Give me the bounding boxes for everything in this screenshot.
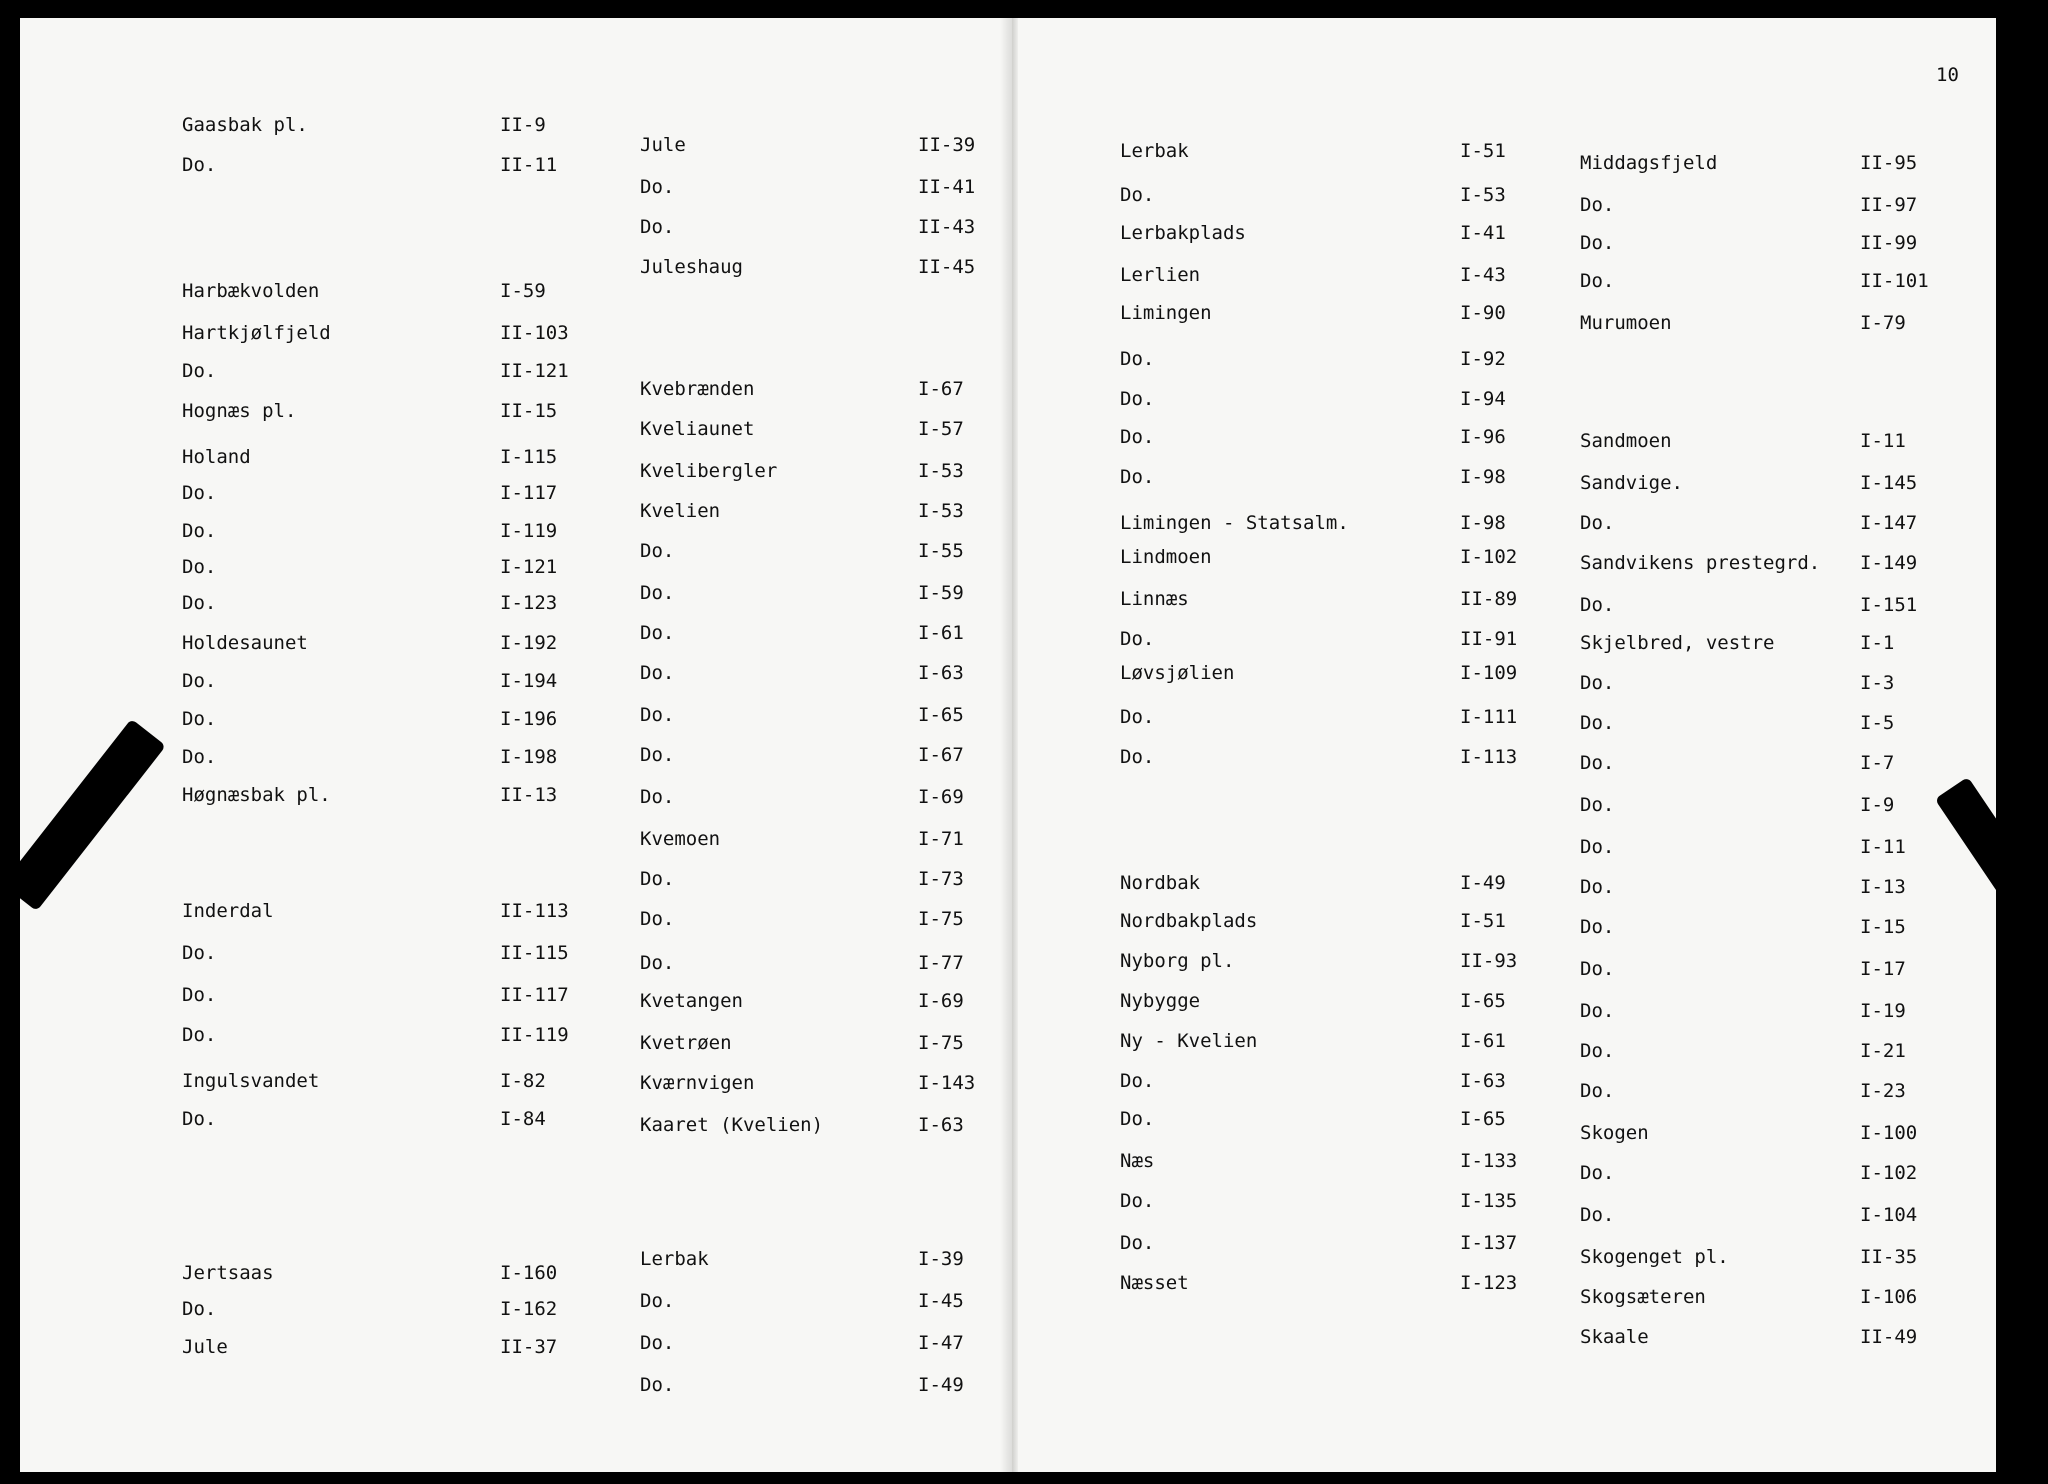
index-entry-name: Skogsæteren: [1580, 1286, 1706, 1308]
index-entry-ref: I-9: [1860, 794, 1895, 816]
index-entry-name: Sandvige.: [1580, 472, 1683, 494]
index-entry-name: Do.: [182, 708, 217, 730]
index-entry-name: Do.: [1120, 1232, 1155, 1254]
index-entry-ref: II-101: [1860, 270, 1929, 292]
index-entry-name: Do.: [640, 662, 675, 684]
index-entry-ref: I-65: [918, 704, 964, 726]
index-entry-name: Do.: [1580, 1080, 1615, 1102]
index-entry-name: Hartkjølfjeld: [182, 322, 331, 344]
index-entry-ref: I-198: [500, 746, 558, 768]
index-entry-ref: I-63: [918, 1114, 964, 1136]
index-entry-ref: I-109: [1460, 662, 1518, 684]
index-entry-name: Do.: [1580, 1040, 1615, 1062]
index-entry-ref: I-196: [500, 708, 558, 730]
index-entry-ref: I-82: [500, 1070, 546, 1092]
index-entry-ref: II-89: [1460, 588, 1518, 610]
index-entry-name: Hognæs pl.: [182, 400, 297, 422]
index-entry-ref: I-5: [1860, 712, 1895, 734]
index-entry-name: Do.: [640, 1290, 675, 1312]
index-entry-ref: I-7: [1860, 752, 1895, 774]
index-entry-ref: I-65: [1460, 990, 1506, 1012]
index-entry-ref: I-147: [1860, 512, 1918, 534]
index-entry-ref: I-49: [918, 1374, 964, 1396]
index-entry-ref: I-11: [1860, 430, 1906, 452]
index-entry-ref: I-11: [1860, 836, 1906, 858]
index-entry-ref: I-79: [1860, 312, 1906, 334]
index-entry-name: Linnæs: [1120, 588, 1189, 610]
index-entry-ref: I-63: [1460, 1070, 1506, 1092]
index-entry-name: Do.: [1580, 958, 1615, 980]
index-entry-name: Do.: [640, 176, 675, 198]
index-entry-ref: I-67: [918, 378, 964, 400]
index-entry-name: Lerbak: [1120, 140, 1189, 162]
index-entry-ref: I-55: [918, 540, 964, 562]
index-entry-name: Do.: [1120, 706, 1155, 728]
index-entry-ref: I-15: [1860, 916, 1906, 938]
index-entry-name: Limingen - Statsalm.: [1120, 512, 1349, 534]
index-entry-ref: I-84: [500, 1108, 546, 1130]
index-entry-ref: I-92: [1460, 348, 1506, 370]
index-entry-name: Do.: [1580, 916, 1615, 938]
index-entry-ref: I-67: [918, 744, 964, 766]
index-entry-name: Do.: [1120, 1108, 1155, 1130]
index-entry-name: Do.: [182, 746, 217, 768]
index-entry-name: Do.: [1580, 512, 1615, 534]
index-entry-ref: II-9: [500, 114, 546, 136]
index-entry-ref: I-94: [1460, 388, 1506, 410]
index-entry-name: Do.: [1580, 712, 1615, 734]
index-entry-name: Do.: [1580, 232, 1615, 254]
index-entry-name: Do.: [640, 540, 675, 562]
index-entry-name: Do.: [182, 984, 217, 1006]
index-entry-ref: I-13: [1860, 876, 1906, 898]
index-entry-ref: I-77: [918, 952, 964, 974]
index-entry-name: Do.: [182, 1298, 217, 1320]
index-entry-ref: I-49: [1460, 872, 1506, 894]
index-entry-ref: I-133: [1460, 1150, 1518, 1172]
index-entry-name: Inderdal: [182, 900, 274, 922]
index-entry-ref: I-162: [500, 1298, 558, 1320]
index-entry-name: Kværnvigen: [640, 1072, 755, 1094]
index-entry-name: Do.: [640, 952, 675, 974]
index-entry-name: Do.: [640, 704, 675, 726]
index-entry-name: Ingulsvandet: [182, 1070, 320, 1092]
index-entry-ref: I-19: [1860, 1000, 1906, 1022]
index-entry-name: Kaaret (Kvelien): [640, 1114, 824, 1136]
index-entry-ref: II-13: [500, 784, 558, 806]
index-entry-name: Harbækvolden: [182, 280, 320, 302]
index-entry-ref: I-106: [1860, 1286, 1918, 1308]
index-entry-ref: I-160: [500, 1262, 558, 1284]
index-entry-name: Do.: [182, 154, 217, 176]
index-entry-name: Lerbakplads: [1120, 222, 1246, 244]
index-entry-ref: I-149: [1860, 552, 1918, 574]
index-entry-name: Do.: [640, 786, 675, 808]
index-entry-name: Do.: [1120, 1190, 1155, 1212]
index-entry-name: Kvemoen: [640, 828, 721, 850]
index-entry-name: Ny - Kvelien: [1120, 1030, 1258, 1052]
index-entry-ref: I-61: [918, 622, 964, 644]
index-entry-name: Do.: [1120, 184, 1155, 206]
index-entry-ref: I-69: [918, 786, 964, 808]
index-entry-name: Nordbakplads: [1120, 910, 1258, 932]
index-entry-ref: I-51: [1460, 910, 1506, 932]
index-entry-name: Jertsaas: [182, 1262, 274, 1284]
index-entry-name: Do.: [182, 670, 217, 692]
index-entry-name: Kveliaunet: [640, 418, 755, 440]
index-entry-name: Nybygge: [1120, 990, 1201, 1012]
index-entry-ref: I-100: [1860, 1122, 1918, 1144]
index-entry-ref: I-59: [918, 582, 964, 604]
index-entry-ref: I-71: [918, 828, 964, 850]
index-entry-ref: I-47: [918, 1332, 964, 1354]
index-entry-name: Do.: [640, 1374, 675, 1396]
index-entry-name: Lerlien: [1120, 264, 1201, 286]
index-entry-name: Middagsfjeld: [1580, 152, 1718, 174]
index-entry-name: Do.: [1120, 628, 1155, 650]
index-entry-name: Jule: [640, 134, 686, 156]
index-entry-name: Do.: [640, 868, 675, 890]
index-entry-ref: I-123: [500, 592, 558, 614]
index-entry-ref: I-115: [500, 446, 558, 468]
index-entry-name: Do.: [182, 360, 217, 382]
index-entry-name: Holand: [182, 446, 251, 468]
index-entry-ref: I-39: [918, 1248, 964, 1270]
index-entry-name: Do.: [182, 482, 217, 504]
index-entry-ref: I-1: [1860, 632, 1895, 654]
index-entry-ref: II-91: [1460, 628, 1518, 650]
index-entry-ref: I-43: [1460, 264, 1506, 286]
index-entry-ref: I-75: [918, 908, 964, 930]
index-entry-ref: I-21: [1860, 1040, 1906, 1062]
index-entry-ref: I-104: [1860, 1204, 1918, 1226]
index-entry-ref: I-113: [1460, 746, 1518, 768]
index-entry-name: Do.: [640, 216, 675, 238]
index-entry-name: Do.: [1120, 426, 1155, 448]
index-entry-ref: II-119: [500, 1024, 569, 1046]
index-entry-ref: I-145: [1860, 472, 1918, 494]
right-page: [1018, 18, 1996, 1472]
index-entry-ref: I-98: [1460, 512, 1506, 534]
index-entry-name: Kvetangen: [640, 990, 743, 1012]
index-entry-ref: II-113: [500, 900, 569, 922]
index-entry-ref: I-121: [500, 556, 558, 578]
index-entry-ref: II-41: [918, 176, 976, 198]
index-entry-ref: I-61: [1460, 1030, 1506, 1052]
index-entry-name: Do.: [1120, 466, 1155, 488]
index-entry-name: Skaale: [1580, 1326, 1649, 1348]
index-entry-name: Do.: [1580, 1000, 1615, 1022]
index-entry-ref: II-103: [500, 322, 569, 344]
index-entry-name: Skogen: [1580, 1122, 1649, 1144]
index-entry-name: Do.: [640, 908, 675, 930]
index-entry-name: Lindmoen: [1120, 546, 1212, 568]
index-entry-name: Gaasbak pl.: [182, 114, 308, 136]
index-entry-name: Do.: [1580, 876, 1615, 898]
index-entry-name: Sandvikens prestegrd.: [1580, 552, 1821, 574]
index-entry-name: Do.: [182, 556, 217, 578]
left-page: [20, 18, 1014, 1472]
index-entry-name: Høgnæsbak pl.: [182, 784, 331, 806]
index-entry-name: Nordbak: [1120, 872, 1201, 894]
index-entry-ref: I-96: [1460, 426, 1506, 448]
index-entry-ref: I-59: [500, 280, 546, 302]
index-entry-ref: II-39: [918, 134, 976, 156]
index-entry-name: Do.: [182, 1108, 217, 1130]
index-entry-ref: I-143: [918, 1072, 976, 1094]
index-entry-name: Do.: [1580, 836, 1615, 858]
page-number: 10: [1936, 64, 1959, 86]
index-entry-ref: I-119: [500, 520, 558, 542]
index-entry-name: Holdesaunet: [182, 632, 308, 654]
index-entry-name: Do.: [640, 622, 675, 644]
index-entry-ref: I-137: [1460, 1232, 1518, 1254]
index-entry-name: Nyborg pl.: [1120, 950, 1235, 972]
index-entry-ref: I-53: [918, 500, 964, 522]
index-entry-ref: I-51: [1460, 140, 1506, 162]
index-entry-ref: II-45: [918, 256, 976, 278]
index-entry-ref: II-121: [500, 360, 569, 382]
index-entry-name: Do.: [1580, 270, 1615, 292]
index-entry-ref: I-53: [1460, 184, 1506, 206]
index-entry-name: Do.: [182, 1024, 217, 1046]
index-entry-name: Do.: [1580, 794, 1615, 816]
index-entry-ref: II-49: [1860, 1326, 1918, 1348]
index-entry-ref: I-111: [1460, 706, 1518, 728]
index-entry-name: Juleshaug: [640, 256, 743, 278]
index-entry-name: Do.: [640, 1332, 675, 1354]
index-entry-ref: I-151: [1860, 594, 1918, 616]
index-entry-ref: II-93: [1460, 950, 1518, 972]
index-entry-name: Sandmoen: [1580, 430, 1672, 452]
index-entry-ref: I-23: [1860, 1080, 1906, 1102]
index-entry-ref: II-95: [1860, 152, 1918, 174]
index-entry-name: Do.: [182, 942, 217, 964]
index-entry-name: Kvetrøen: [640, 1032, 732, 1054]
index-entry-ref: II-99: [1860, 232, 1918, 254]
index-entry-ref: I-63: [918, 662, 964, 684]
index-entry-name: Do.: [640, 582, 675, 604]
index-entry-name: Næsset: [1120, 1272, 1189, 1294]
index-entry-name: Murumoen: [1580, 312, 1672, 334]
index-entry-ref: II-115: [500, 942, 569, 964]
index-entry-ref: II-37: [500, 1336, 558, 1358]
index-entry-name: Do.: [1580, 594, 1615, 616]
index-entry-name: Do.: [1580, 672, 1615, 694]
index-entry-name: Do.: [1580, 194, 1615, 216]
index-entry-name: Kvelibergler: [640, 460, 778, 482]
index-entry-ref: I-194: [500, 670, 558, 692]
index-entry-name: Do.: [1120, 348, 1155, 370]
index-entry-ref: I-102: [1460, 546, 1518, 568]
index-entry-ref: I-3: [1860, 672, 1895, 694]
index-entry-ref: I-135: [1460, 1190, 1518, 1212]
index-entry-ref: I-117: [500, 482, 558, 504]
index-entry-ref: I-73: [918, 868, 964, 890]
index-entry-name: Do.: [1580, 1204, 1615, 1226]
index-entry-ref: I-57: [918, 418, 964, 440]
index-entry-ref: I-17: [1860, 958, 1906, 980]
index-entry-ref: II-35: [1860, 1246, 1918, 1268]
index-entry-ref: I-192: [500, 632, 558, 654]
index-entry-ref: I-123: [1460, 1272, 1518, 1294]
index-entry-name: Løvsjølien: [1120, 662, 1235, 684]
index-entry-ref: I-75: [918, 1032, 964, 1054]
index-entry-name: Skogenget pl.: [1580, 1246, 1729, 1268]
index-entry-name: Do.: [1580, 752, 1615, 774]
index-entry-ref: I-65: [1460, 1108, 1506, 1130]
index-entry-ref: II-117: [500, 984, 569, 1006]
index-entry-ref: I-69: [918, 990, 964, 1012]
index-entry-ref: I-45: [918, 1290, 964, 1312]
index-entry-name: Kvelien: [640, 500, 721, 522]
index-entry-name: Jule: [182, 1336, 228, 1358]
index-entry-name: Do.: [1120, 746, 1155, 768]
index-entry-ref: II-11: [500, 154, 558, 176]
index-entry-name: Næs: [1120, 1150, 1155, 1172]
index-entry-name: Do.: [1120, 388, 1155, 410]
index-entry-ref: I-53: [918, 460, 964, 482]
index-entry-ref: I-102: [1860, 1162, 1918, 1184]
index-entry-ref: I-41: [1460, 222, 1506, 244]
index-entry-name: Do.: [182, 592, 217, 614]
index-entry-name: Kvebrænden: [640, 378, 755, 400]
index-entry-ref: I-90: [1460, 302, 1506, 324]
index-entry-ref: II-15: [500, 400, 558, 422]
index-entry-ref: II-43: [918, 216, 976, 238]
index-entry-name: Do.: [182, 520, 217, 542]
index-entry-name: Limingen: [1120, 302, 1212, 324]
index-entry-ref: I-98: [1460, 466, 1506, 488]
index-entry-name: Lerbak: [640, 1248, 709, 1270]
index-entry-name: Do.: [1120, 1070, 1155, 1092]
index-entry-name: Do.: [640, 744, 675, 766]
index-entry-name: Skjelbred, vestre: [1580, 632, 1775, 654]
index-entry-ref: II-97: [1860, 194, 1918, 216]
index-entry-name: Do.: [1580, 1162, 1615, 1184]
